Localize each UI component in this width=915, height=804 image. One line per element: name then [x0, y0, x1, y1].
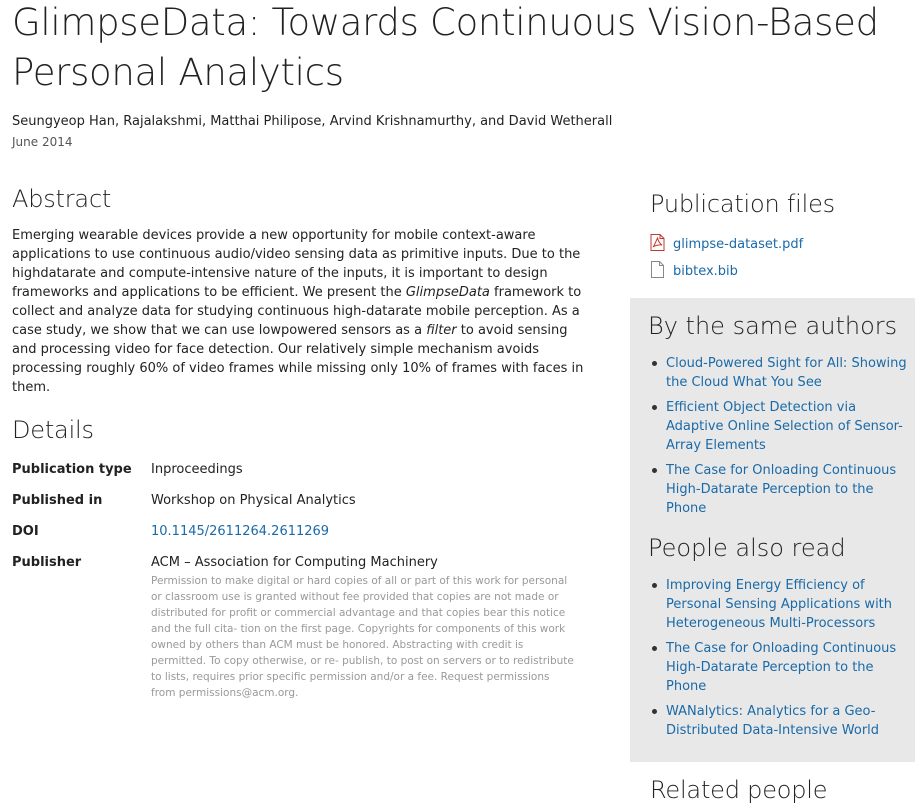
author-list: Seungyeop Han, Rajalakshmi, Matthai Philipose, Arvind Krishnamurthy, and David Wetherall	[12, 114, 613, 129]
same-authors-heading: By the same authors	[648, 312, 898, 340]
details-value: ACM – Association for Computing Machinery	[151, 555, 438, 570]
list-item	[630, 702, 914, 740]
list-item	[630, 354, 914, 392]
file-icon	[650, 261, 673, 282]
details-heading: Details	[12, 416, 94, 444]
file-item[interactable]	[650, 234, 803, 255]
details-value: Workshop on Physical Analytics	[151, 493, 356, 508]
details-label: DOI	[12, 524, 39, 539]
files-heading: Publication files	[650, 190, 835, 218]
abstract-text: Emerging wearable devices provide a new opportunity for mobile context-aware applications to use continuous audio/video sensing data as primitive inputs. Due to the highdatarate and compute-intensive nature of the inputs, it is important to design frameworks and applications to be efficient. We present the GlimpseData framework to collect and analyze data for studying continuous high-datarate mobile perception. As a case study, we show that we can use lowpowered sensors as a filter to avoid sensing and processing video for face detection. Our relatively simple mechanism avoids processing roughly 60% of video frames while missing only 10% of frames with faces in them.	[12, 228, 584, 395]
file-link[interactable]: glimpse-dataset.pdf	[673, 237, 804, 252]
details-value: Inproceedings	[151, 462, 243, 477]
page-title: GlimpseData: Towards Continuous Vision-Based Personal Analytics	[12, 1, 879, 94]
pdf-file-icon	[650, 234, 673, 255]
abstract-emphasis: GlimpseData	[405, 285, 490, 300]
also-read-list	[630, 576, 915, 740]
also-read-heading: People also read	[648, 534, 846, 562]
related-paper-link[interactable]: Efficient Object Detection via Adaptive Online Selection of Sensor-Array Elements	[666, 400, 903, 453]
list-item	[630, 398, 914, 455]
related-sidebar	[630, 298, 915, 762]
details-label: Publisher	[12, 555, 82, 570]
abstract-emphasis: filter	[426, 323, 457, 338]
publication-date: June 2014	[12, 135, 73, 149]
related-paper-link[interactable]: WANalytics: Analytics for a Geo-Distributed Data-Intensive World	[666, 704, 880, 738]
file-link[interactable]: bibtex.bib	[673, 264, 738, 279]
related-people-heading: Related people	[650, 776, 828, 804]
publisher-note: Permission to make digital or hard copies of all or part of this work for personal or classroom use is granted without fee provided that copies are not made or distributed for profit or commercial advantage and that copies bear this notice and the full cita- tion on the first page. Copyrights for components of this work owned by others than ACM must be honored. Abstracting with credit is permitted. To copy otherwise, or re- publish, to post on servers or to redistribute to lists, requires prior specific permission and/or a fee. Request permissions from permissions@acm.org.	[151, 575, 574, 699]
list-item	[630, 639, 914, 696]
file-item[interactable]	[650, 261, 738, 282]
related-paper-link[interactable]: Cloud-Powered Sight for All: Showing the Cloud What You See	[666, 356, 907, 390]
list-item	[630, 461, 914, 518]
doi-link[interactable]: 10.1145/2611264.2611269	[151, 524, 330, 539]
list-item	[630, 576, 914, 633]
same-authors-list	[630, 354, 915, 518]
related-paper-link[interactable]: The Case for Onloading Continuous High-Datarate Perception to the Phone	[666, 641, 897, 694]
related-paper-link[interactable]: Improving Energy Efficiency of Personal Sensing Applications with Heterogeneous Multi-Processors	[666, 578, 893, 631]
related-paper-link[interactable]: The Case for Onloading Continuous High-Datarate Perception to the Phone	[666, 463, 897, 516]
details-label: Published in	[12, 493, 103, 508]
abstract-heading: Abstract	[12, 185, 112, 213]
details-label: Publication type	[12, 462, 132, 477]
